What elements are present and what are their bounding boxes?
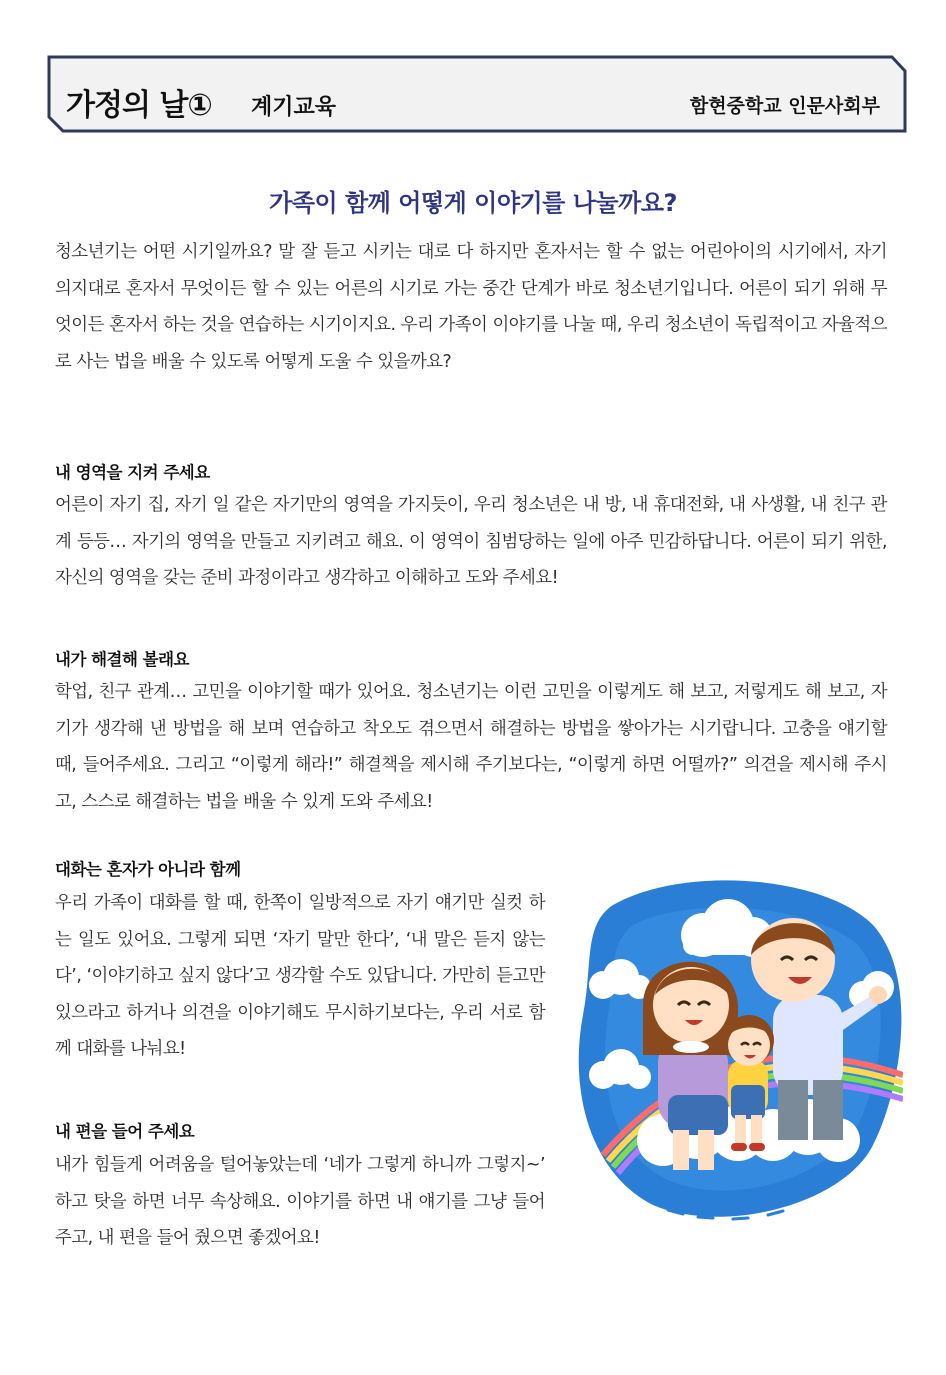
- section-body-solve: 학업, 친구 관계… 고민을 이야기할 때가 있어요. 청소년기는 이런 고민을 이렇게도 해 보고, 저렇게도 해 보고, 자기가 생각해 낸 방법을 해 보며 연습하고 착오도 겪으면서 해결하는 방법을 쌓아가는 시기랍니다. 고충을 얘기할 때, 들어주세요. 그리고 “이렇게 해라!” 해결책을 제시해 주기보다는, “이렇게 하면 어떨까?” 의견을 제시해 주시고, 스스로 해결하는 법을 배울 수 있게 도와 주세요!: [55, 682, 887, 812]
- section-body-together: 우리 가족이 대화를 할 때, 한쪽이 일방적으로 자기 얘기만 실컷 하는 일도 있어요. 그렇게 되면 ‘자기 말만 한다’, ‘내 말은 듣지 않는다’, ‘이야기하고 싶지 않다’고 생각할 수도 있답니다. 가만히 듣고만 있으라고 하거나 의견을 이야기해도 무시하기보다는, 우리 서로 함께 대화를 나눠요!: [55, 893, 545, 1059]
- intro-paragraph: 청소년기는 어떤 시기일까요? 말 잘 듣고 시키는 대로 다 하지만 혼자서는 할 수 없는 어린아이의 시기에서, 자기 의지대로 혼자서 무엇이든 할 수 있는 어른의 시기로 가는 중간 단계가 바로 청소년기입니다. 어른이 되기 위해 무엇이든 혼자서 하는 것을 연습하는 시기이지요. 우리 가족이 이야기를 나눌 때, 우리 청소년이 독립적이고 자율적으로 사는 법을 배울 수 있도록 어떻게 도울 수 있을까요?: [55, 242, 887, 372]
- section-title-solve: 내가 해결해 볼래요: [55, 650, 190, 669]
- section-title-territory: 내 영역을 지켜 주세요: [55, 463, 210, 482]
- section-title-together: 대화는 혼자가 아니라 함께: [55, 860, 241, 879]
- school-name: 함현중학교 인문사회부: [689, 95, 880, 117]
- section-body-my-side: 내가 힘들게 어려움을 털어놓았는데 ‘네가 그렇게 하니까 그렇지~’ 하고 탓을 하면 너무 속상해요. 이야기를 하면 내 얘기를 그냥 들어주고, 내 편을 들어 줬으면 좋겠어요!: [55, 1155, 545, 1248]
- main-heading: 가족이 함께 어떻게 이야기를 나눌까요?: [269, 189, 677, 217]
- section-body-territory: 어른이 자기 집, 자기 일 같은 자기만의 영역을 가지듯이, 우리 청소년은 내 방, 내 휴대전화, 내 사생활, 내 친구 관계 등등… 자기의 영역을 만들고 지키려고 해요. 이 영역이 침범당하는 일에 아주 민감하답니다. 어른이 되기 위한, 자신의 영역을 갖는 준비 과정이라고 생각하고 이해하고 도와 주세요!: [55, 495, 887, 588]
- page-subtitle: 계기교육: [251, 95, 337, 120]
- page-title: 가정의 날①: [66, 88, 212, 123]
- family-illustration: [573, 865, 903, 1225]
- section-title-my-side: 내 편을 들어 주세요: [55, 1122, 195, 1141]
